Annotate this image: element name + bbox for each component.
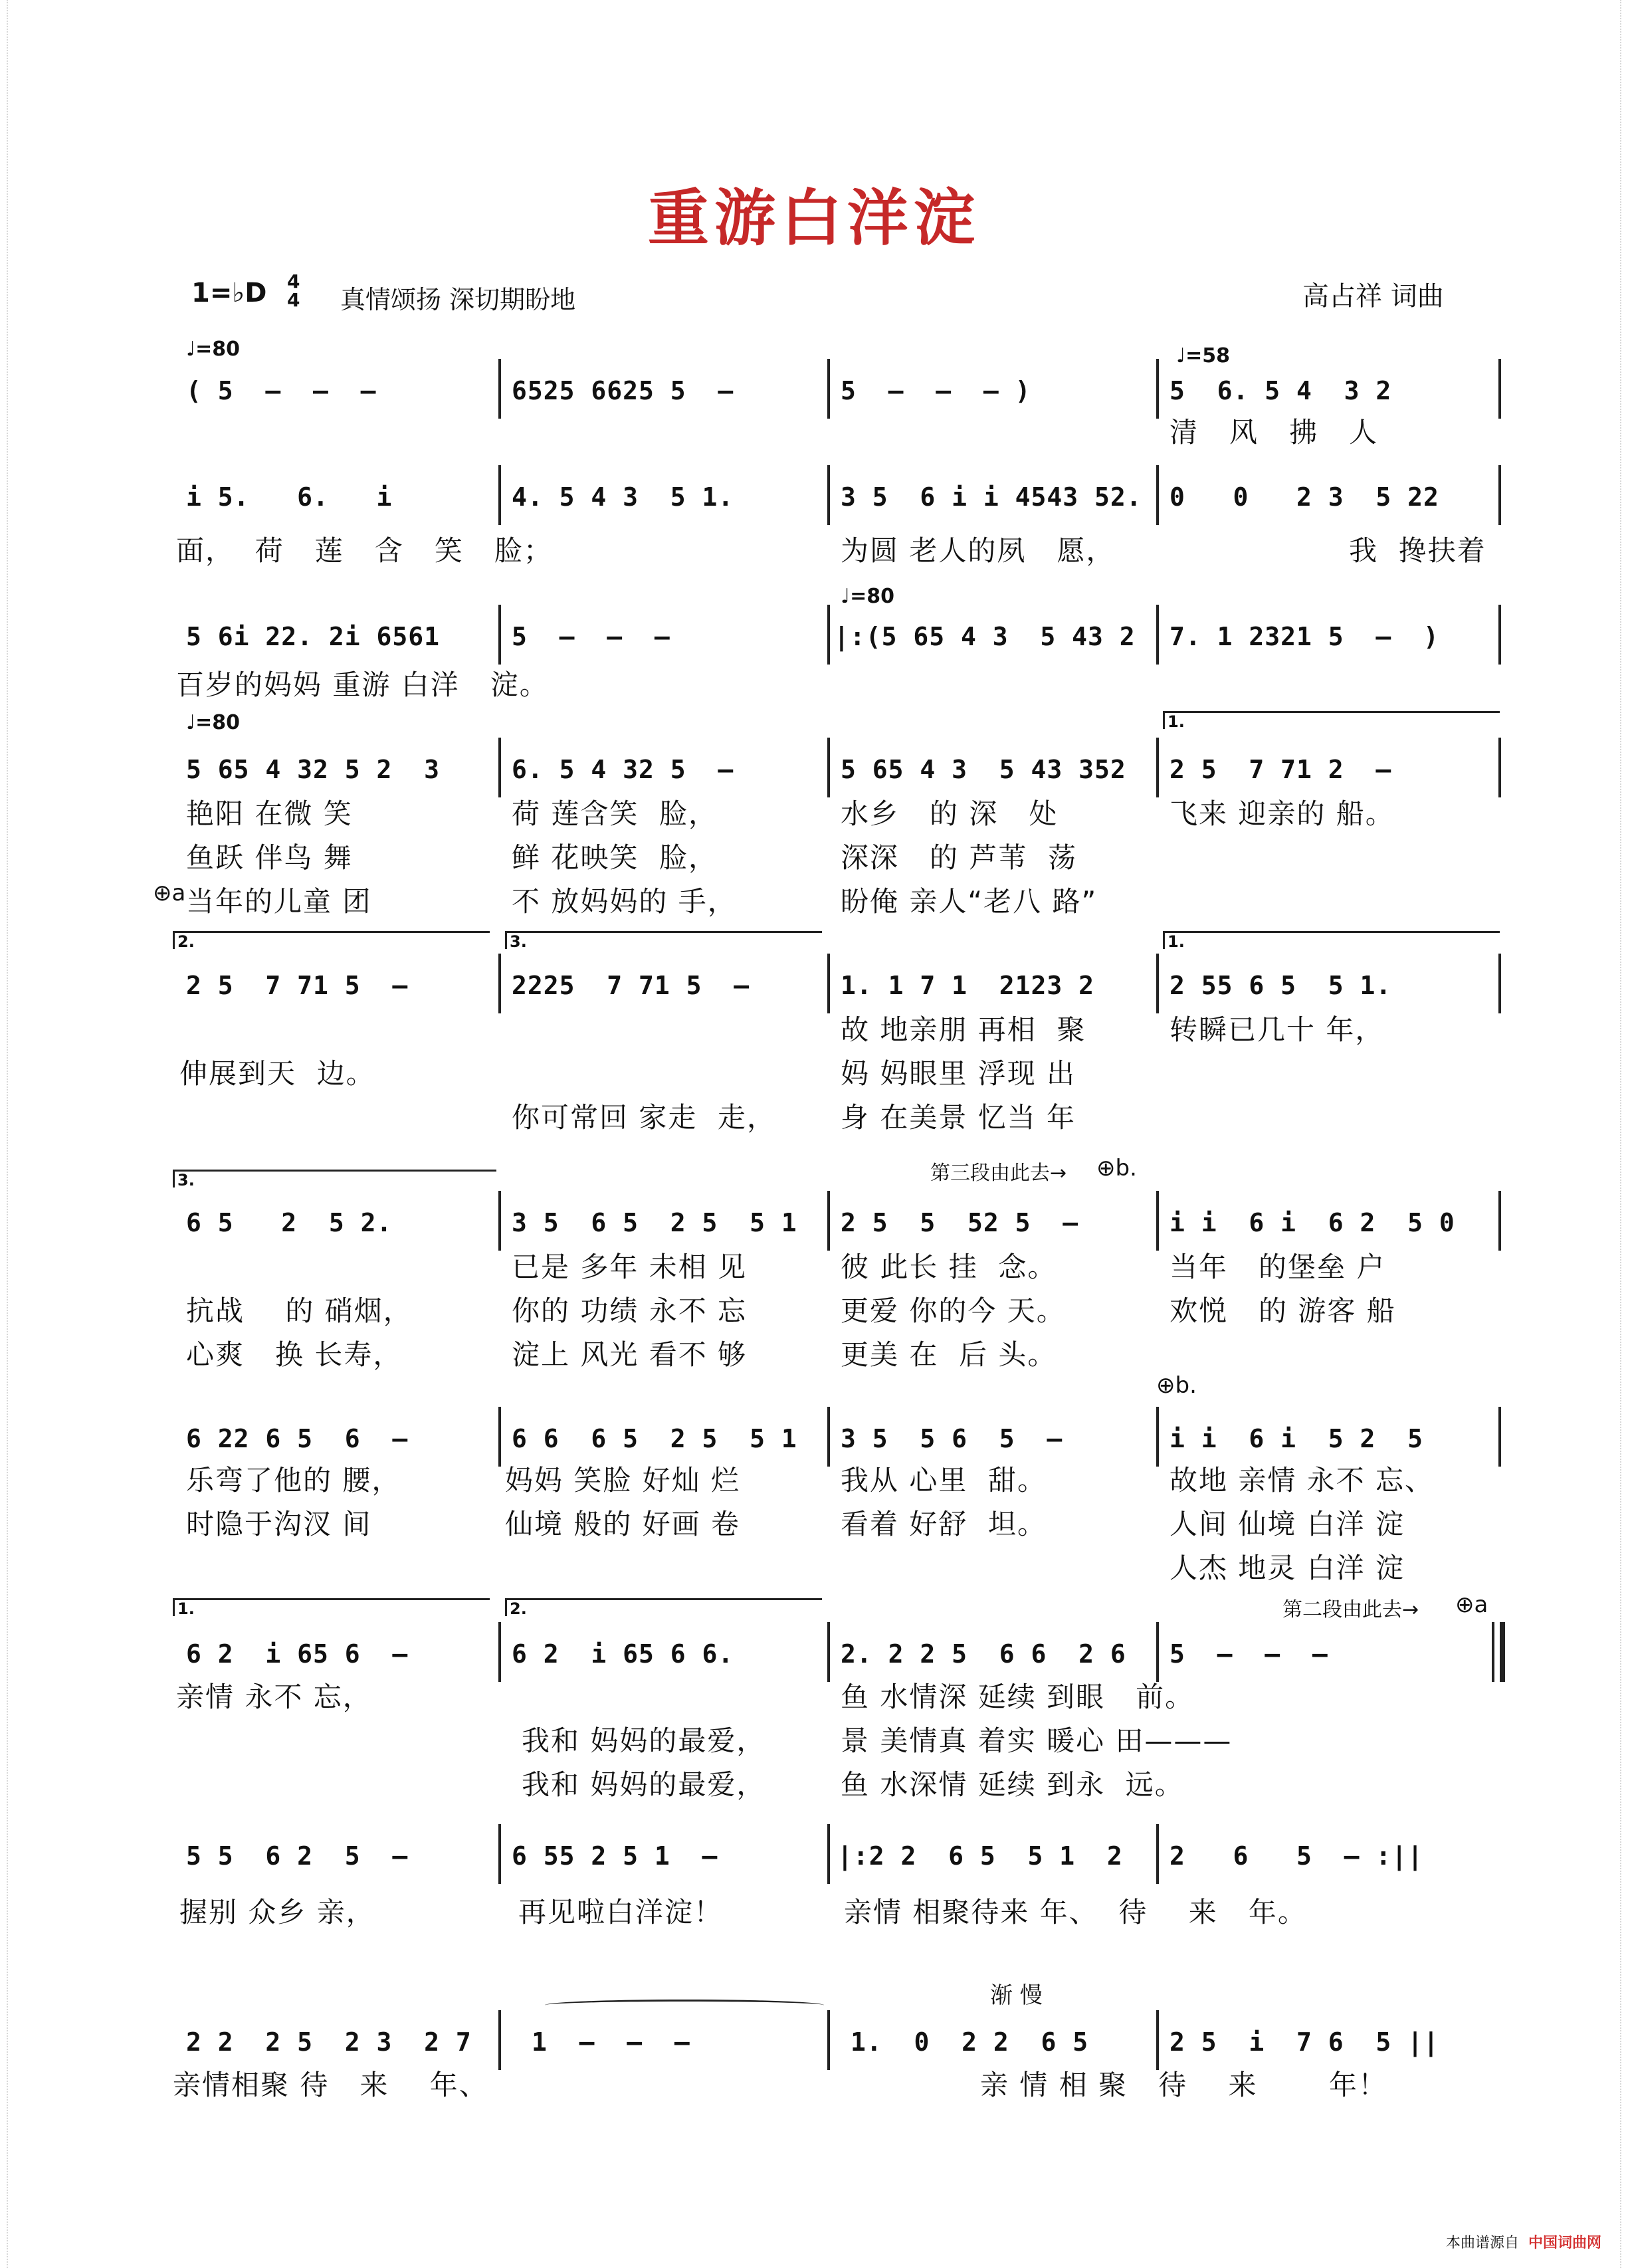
note-line <box>173 359 1508 419</box>
coda-sign: ⊕b. <box>1156 1372 1197 1399</box>
measure: 5 6i 22. 2i 6561 <box>186 622 441 651</box>
volta-1: 1. <box>1163 711 1500 729</box>
barline <box>1156 2010 1159 2070</box>
lyric-line: 妈妈 笑脸 好灿 烂 <box>505 1464 741 1496</box>
volta-2: 2. <box>505 1598 822 1616</box>
measure: 3 5 5 6 5 – <box>841 1424 1063 1453</box>
barline <box>1156 1622 1159 1682</box>
system-8 <box>173 1592 1508 1811</box>
lyric-line: 故 地亲朋 再相 聚 <box>841 1013 1086 1046</box>
lyric-line: 彼 此长 挂 念。 <box>841 1251 1057 1283</box>
barline <box>498 2010 501 2070</box>
lyric-line: 抗战 的 硝烟， <box>186 1294 413 1327</box>
expression-mark: 真情颂扬 深切期盼地 <box>340 285 576 314</box>
note-line <box>173 954 1508 1013</box>
measure: 4. 5 4 3 5 1. <box>512 482 734 512</box>
measure: 3 5 6 5 2 5 5 1 <box>512 1208 797 1237</box>
measure: 2 5 7 71 5 – <box>186 971 409 1000</box>
measure: 2 5 5 52 5 – <box>841 1208 1079 1237</box>
note-line <box>173 738 1508 797</box>
lyric-line: 鱼 水情深 延续 到眼 前。 <box>841 1681 1195 1713</box>
lyric-line: 乐弯了他的 腰， <box>186 1464 401 1496</box>
lyric-line: 看着 好舒 坦。 <box>841 1508 1047 1540</box>
barline <box>1156 359 1159 419</box>
lyric-line: 你可常回 家走 走， <box>512 1101 777 1134</box>
barline <box>498 1824 501 1884</box>
measure: i i 6 i 5 2 5 <box>1170 1424 1424 1453</box>
measure: 6 22 6 5 6 – <box>186 1424 409 1453</box>
left-border <box>0 0 8 2268</box>
lyric-line: 仙境 般的 好画 卷 <box>505 1508 741 1540</box>
tempo-mark: ♩=80 <box>186 338 241 361</box>
lyric-line: 亲情相聚 待 来 年、 <box>173 2069 488 2101</box>
system-2 <box>173 465 1508 571</box>
measure: 6. 5 4 32 5 – <box>512 755 734 784</box>
note-line <box>173 2010 1508 2070</box>
note-line <box>173 465 1508 525</box>
system-3 <box>173 585 1508 701</box>
measure: 5 5 6 2 5 – <box>186 1841 409 1871</box>
barline <box>1156 954 1159 1013</box>
system-7 <box>173 1372 1508 1598</box>
author-credit: 高占祥 词曲 <box>1302 281 1444 312</box>
barline <box>1498 605 1501 665</box>
lyric-line: 亲情 相聚待来 年、 待 来 年。 <box>844 1896 1307 1928</box>
lyric-line: 当年 的堡垒 户 <box>1170 1251 1386 1283</box>
volta-3: 3. <box>505 931 822 949</box>
note-line <box>173 1622 1508 1682</box>
lyric-line: 转瞬已几十 年， <box>1170 1013 1385 1046</box>
barline <box>1156 1407 1159 1467</box>
measure: 5 6. 5 4 3 2 <box>1170 376 1392 405</box>
tempo-mark: ♩=80 <box>841 585 895 608</box>
barline <box>1156 738 1159 797</box>
system-4 <box>153 711 1508 924</box>
barline <box>1156 605 1159 665</box>
volta-2: 2. <box>173 931 490 949</box>
system-9 <box>173 1824 1508 1944</box>
volta-1: 1. <box>1163 931 1500 949</box>
note-line <box>173 1824 1508 1884</box>
final-barline <box>1500 1622 1505 1682</box>
measure: 7. 1 2321 5 – ) <box>1170 622 1439 651</box>
barline <box>1498 1407 1501 1467</box>
measure: 6 55 2 5 1 – <box>512 1841 718 1871</box>
tempo-change: 渐 慢 <box>990 1982 1043 2009</box>
song-title: 重游白洋淀 <box>647 182 980 254</box>
measure: 1 – – – <box>532 2027 690 2057</box>
lyric-line: 为圆 老人的夙 愿， <box>841 534 1116 567</box>
lyric-line: 水乡 的 深 处 <box>841 797 1059 830</box>
barline <box>827 1407 830 1467</box>
lyric-line: 百岁的妈妈 重游 白洋 淀。 <box>176 669 549 701</box>
note-line <box>173 605 1508 665</box>
barline <box>498 1191 501 1251</box>
measure: 5 – – – ) <box>841 376 1031 405</box>
barline <box>498 954 501 1013</box>
source-credit <box>1446 2231 1601 2252</box>
measure: 2 2 2 5 2 3 2 7 <box>186 2027 472 2057</box>
coda-sign: ⊕a <box>153 880 186 906</box>
measure: 6 5 2 5 2. <box>186 1208 393 1237</box>
barline <box>498 465 501 525</box>
lyric-line: 面， 荷 莲 含 笑 脸； <box>176 534 553 567</box>
tempo-mark: ♩=58 <box>1176 344 1231 367</box>
barline <box>827 1622 830 1682</box>
right-border <box>1620 0 1628 2268</box>
measure: 2225 7 71 5 – <box>512 971 750 1000</box>
system-10 <box>173 1977 1508 2110</box>
lyric-line: 你的 功绩 永不 忘 <box>512 1294 748 1327</box>
lyric-line: 更爱 你的今 天。 <box>841 1294 1066 1327</box>
barline <box>498 359 501 419</box>
system-6 <box>173 1156 1508 1376</box>
measure: 1. 0 2 2 6 5 <box>851 2027 1089 2057</box>
measure: 1. 1 7 1 2123 2 <box>841 971 1095 1000</box>
barline <box>1498 465 1501 525</box>
segno-instruction: 第二段由此去→ <box>1282 1598 1419 1621</box>
source-site[interactable]: 中国词曲网 <box>1528 2235 1601 2251</box>
lyric-line: 已是 多年 未相 见 <box>512 1251 748 1283</box>
coda-sign: ⊕b. <box>1096 1155 1137 1182</box>
lyric-line: 景 美情真 着实 暖心 田——— <box>841 1724 1233 1757</box>
lyric-line: 我从 心里 甜。 <box>841 1464 1047 1496</box>
lyric-line: 心爽 换 长寿， <box>186 1338 403 1371</box>
time-signature: 4 4 <box>287 270 300 311</box>
key-signature: 1=♭D <box>191 278 267 308</box>
barline <box>827 465 830 525</box>
volta-3: 3. <box>173 1170 496 1187</box>
lyric-line: 时隐于沟汊 间 <box>186 1508 372 1540</box>
lyric-line: 鱼跃 伴鸟 舞 <box>186 841 353 874</box>
lyric-line: 鲜 花映笑 脸， <box>512 841 718 874</box>
volta-1: 1. <box>173 1598 490 1616</box>
lyric-line: 亲 情 相 聚 待 来 年！ <box>980 2069 1387 2101</box>
barline <box>1498 738 1501 797</box>
barline <box>498 605 501 665</box>
measure: |:2 2 6 5 5 1 2 <box>837 1841 1123 1871</box>
system-1 <box>173 332 1508 449</box>
lyric-line: 飞来 迎亲的 船。 <box>1170 797 1395 830</box>
measure: 5 65 4 32 5 2 3 <box>186 755 441 784</box>
lyric-line: 艳阳 在微 笑 <box>186 797 353 830</box>
measure: 6525 6625 5 – <box>512 376 734 405</box>
lyric-line: 人间 仙境 白洋 淀 <box>1170 1508 1405 1540</box>
barline <box>827 1191 830 1251</box>
measure: 2 6 5 – :|| <box>1170 1841 1424 1871</box>
measure: 2 5 7 71 2 – <box>1170 755 1392 784</box>
barline <box>827 359 830 419</box>
lyric-line: 更美 在 后 头。 <box>841 1338 1057 1371</box>
lyric-line: 身 在美景 忆当 年 <box>841 1101 1076 1134</box>
segno-instruction: 第三段由此去→ <box>930 1162 1067 1185</box>
lyric-line: 荷 莲含笑 脸， <box>512 797 718 830</box>
measure: 2 55 6 5 5 1. <box>1170 971 1392 1000</box>
barline <box>1498 954 1501 1013</box>
measure: 2. 2 2 5 6 6 2 6 <box>841 1639 1126 1669</box>
tempo-mark: ♩=80 <box>186 711 241 734</box>
measure: 5 65 4 3 5 43 352 <box>841 755 1126 784</box>
measure: 3 5 6 i i 4543 52. <box>841 482 1142 512</box>
barline <box>1156 1824 1159 1884</box>
lyric-line: 鱼 水深情 延续 到永 远。 <box>841 1768 1184 1801</box>
measure: ( 5 – – – <box>186 376 377 405</box>
lyric-line: 当年的儿童 团 <box>186 885 372 918</box>
lyric-line: 不 放妈妈的 手， <box>512 885 737 918</box>
lyric-line: 握别 众乡 亲， <box>179 1896 375 1928</box>
lyric-line: 伸展到天 边。 <box>179 1057 375 1090</box>
lyric-line: 欢悦 的 游客 船 <box>1170 1294 1396 1327</box>
barline <box>498 1622 501 1682</box>
measure: 5 – – – <box>512 622 670 651</box>
tie <box>545 2000 824 2011</box>
measure: i i 6 i 6 2 5 0 <box>1170 1208 1455 1237</box>
barline <box>1498 1191 1501 1251</box>
barline <box>1498 359 1501 419</box>
lyric-line: 淀上 风光 看不 够 <box>512 1338 748 1371</box>
system-5 <box>173 927 1508 1140</box>
measure: 5 – – – <box>1170 1639 1328 1669</box>
note-line <box>173 1407 1508 1467</box>
barline <box>1492 1622 1494 1682</box>
coda-sign: ⊕a <box>1455 1592 1488 1618</box>
lyric-line: 我和 妈妈的最爱， <box>522 1724 766 1757</box>
source-label: 本曲谱源自 <box>1445 2235 1519 2251</box>
lyric-line: 亲情 永不 忘， <box>176 1681 372 1713</box>
barline <box>827 2010 830 2070</box>
measure: 0 0 2 3 5 22 <box>1170 482 1439 512</box>
measure: 2 5 i 7 6 5 || <box>1170 2027 1439 2057</box>
barline <box>1156 1191 1159 1251</box>
barline <box>1156 465 1159 525</box>
measure: |:(5 65 4 3 5 43 2 <box>834 622 1136 651</box>
barline <box>827 1824 830 1884</box>
lyric-line: 深深 的 芦苇 荡 <box>841 841 1078 874</box>
lyric-line: 人杰 地灵 白洋 淀 <box>1170 1552 1405 1584</box>
barline <box>498 1407 501 1467</box>
barline <box>827 605 830 665</box>
barline <box>827 954 830 1013</box>
measure: 6 2 i 65 6 – <box>186 1639 409 1669</box>
lyric-line: 盼俺 亲人“老八 路” <box>841 885 1098 918</box>
lyric-line: 我 搀扶着 <box>1349 534 1486 567</box>
barline <box>498 738 501 797</box>
lyric-line: 妈 妈眼里 浮现 出 <box>841 1057 1076 1090</box>
note-line <box>173 1191 1508 1251</box>
measure: 6 6 6 5 2 5 5 1 <box>512 1424 797 1453</box>
lyric-line: 清 风 拂 人 <box>1170 416 1379 449</box>
lyric-line: 我和 妈妈的最爱， <box>522 1768 766 1801</box>
barline <box>827 738 830 797</box>
lyric-line: 故地 亲情 永不 忘、 <box>1170 1464 1435 1496</box>
measure: 6 2 i 65 6 6. <box>512 1639 734 1669</box>
measure: i 5. 6. i <box>186 482 393 512</box>
lyric-line: 再见啦白洋淀！ <box>518 1896 724 1928</box>
